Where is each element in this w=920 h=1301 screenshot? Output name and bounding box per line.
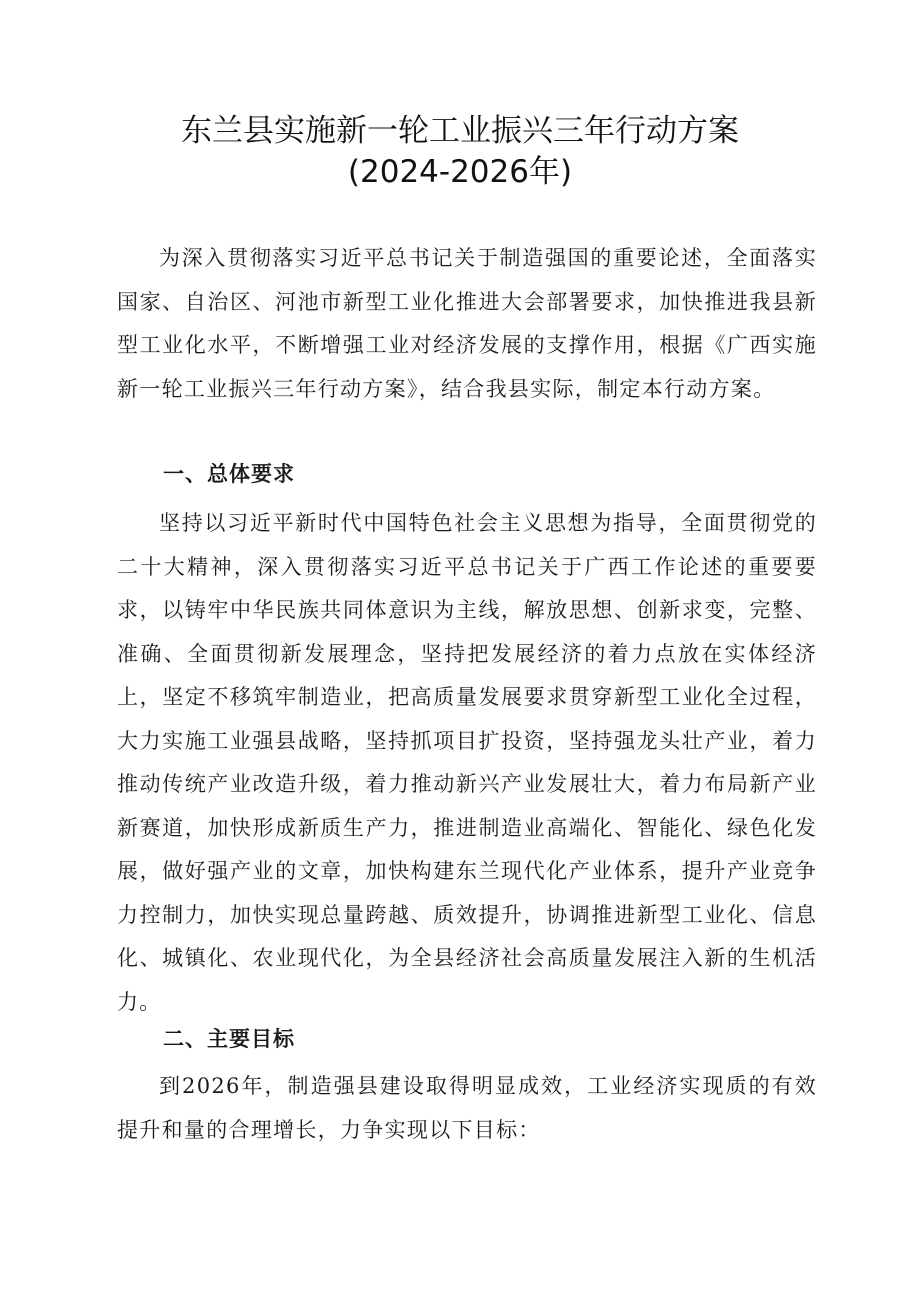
section-paragraph-general-requirements: 坚持以习近平新时代中国特色社会主义思想为指导，全面贯彻党的二十大精神，深入贯彻落实习近平总书记关于广西工作论述的重要要求，以铸牢中华民族共同体意识为主线，解放思想、创新求变，完整、准确、全面贯彻新发展理念，坚持把发展经济的着力点放在实体经济上，坚定不移筑牢制造业，把高质量发展要求贯穿新型工业化全过程，大力实施工业强县战略，坚持抓项目扩投资，坚持强龙头壮产业，着力推动传统产业改造升级，着力推动新兴产业发展壮大，着力布局新产业新赛道，加快形成新质生产力，推进制造业高端化、智能化、绿色化发展，做好强产业的文章，加快构建东兰现代化产业体系，提升产业竞争力控制力，加快实现总量跨越、质效提升，协调推进新型工业化、信息化、城镇化、农业现代化，为全县经济社会高质量发展注入新的生机活力。: [117, 511, 817, 1014]
section-heading-main-goals: 二、主要目标: [163, 1027, 295, 1051]
document-title: 东兰县实施新一轮工业振兴三年行动方案: [181, 113, 739, 149]
section-paragraph-main-goals: 到2026年，制造强县建设取得明显成效，工业经济实现质的有效提升和量的合理增长，力争实现以下目标：: [117, 1074, 817, 1142]
intro-paragraph: 为深入贯彻落实习近平总书记关于制造强国的重要论述，全面落实国家、自治区、河池市新型工业化推进大会部署要求，加快推进我县新型工业化水平，不断增强工业对经济发展的支撑作用，根据《广西实施新一轮工业振兴三年行动方案》，结合我县实际，制定本行动方案。: [117, 246, 817, 401]
section-heading-general-requirements: 一、总体要求: [163, 462, 295, 486]
document-title-years: (2024-2026年): [347, 154, 573, 190]
